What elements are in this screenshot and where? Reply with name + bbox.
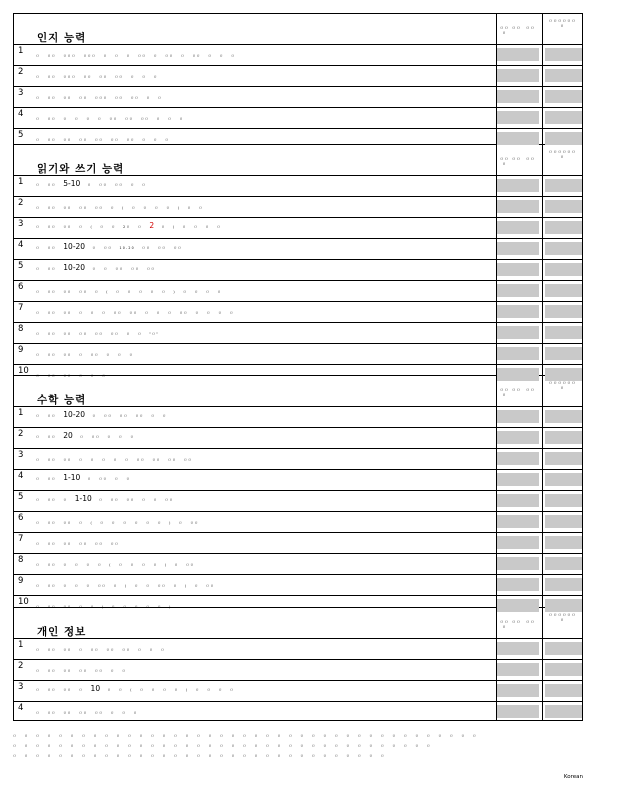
row-text: ㅁ ㅁㅁ ㅁ ㅁ ㅁ ㅁ ㅁㅁ ㅁㅁ ㅁㅁ ㅁ ㅁ ㅁ — [36, 117, 184, 121]
answer-box-frequency[interactable] — [497, 536, 539, 549]
answer-box-frequency[interactable] — [497, 111, 539, 124]
answer-box-age[interactable] — [545, 473, 582, 486]
row-text: ㅁ ㅁㅁ ㅁㅁ ㅁㅁ ㅁㅁ ㅁ ( ㅁ ㅁ ㅁ ㅁ ) ㅁ ㅁ — [36, 206, 204, 210]
answer-box-frequency[interactable] — [497, 578, 539, 591]
answer-box-age[interactable] — [545, 536, 582, 549]
column-header-3: ㅁ ㅁ ㅁ ㅁ ㅁ ㅁ ㅁ — [548, 613, 576, 622]
answer-box-age[interactable] — [545, 305, 582, 318]
answer-box-frequency[interactable] — [497, 705, 539, 718]
row-number: 1 — [18, 408, 24, 418]
row-description — [36, 289, 222, 294]
answer-box-age[interactable] — [545, 557, 582, 570]
answer-box-frequency[interactable] — [497, 410, 539, 423]
row-text-end: ㅁ ㅁㅁ ㅁㅁ ㅁ ㅁ — [87, 183, 147, 187]
answer-box-frequency[interactable] — [497, 200, 539, 213]
answer-box-age[interactable] — [545, 684, 582, 697]
row-description — [36, 647, 165, 652]
row-emphasis: 10-20 — [63, 242, 86, 251]
row-text-end: ㅁ ㅁ ㅁㅁ ㅁㅁ ㅁㅁ — [92, 267, 156, 271]
row-text-end: ㅁ ㅁㅁ 10-20 ㅁㅁ ㅁㅁ ㅁㅁ — [92, 246, 183, 250]
answer-box-age[interactable] — [545, 200, 582, 213]
answer-box-frequency[interactable] — [497, 179, 539, 192]
checklist-row — [14, 65, 582, 86]
row-emphasis: 10-20 — [63, 410, 86, 419]
row-text: ㅁ ㅁㅁ ㅁㅁㅁ ㅁㅁ ㅁㅁ ㅁㅁ ㅁ ㅁ ㅁ — [36, 75, 158, 79]
checklist-row — [14, 196, 582, 217]
column-headers — [499, 608, 582, 636]
column-header-2: ㅁ ㅁ — [525, 620, 535, 624]
row-number: 1 — [18, 640, 24, 650]
row-description — [36, 95, 162, 100]
row-emphasis: 10 — [90, 684, 101, 693]
row-description — [36, 310, 234, 315]
answer-box-age[interactable] — [545, 431, 582, 444]
row-number: 5 — [18, 130, 24, 140]
answer-box-frequency[interactable] — [497, 132, 539, 145]
row-text: ㅁ ㅁㅁ — [36, 267, 57, 271]
answer-box-age[interactable] — [545, 221, 582, 234]
row-description — [36, 431, 135, 440]
row-text: ㅁ ㅁㅁ — [36, 477, 57, 481]
column-header-3: ㅁ ㅁ ㅁ ㅁ ㅁ ㅁ ㅁ — [548, 19, 576, 28]
answer-box-age[interactable] — [545, 705, 582, 718]
checklist-row — [14, 553, 582, 574]
answer-box-age[interactable] — [545, 663, 582, 676]
column-header-0: ㅁ ㅁ ㅁ — [499, 26, 509, 35]
checklist-row — [14, 343, 582, 364]
answer-box-frequency[interactable] — [497, 663, 539, 676]
section-title: 개인 정보 — [37, 626, 87, 638]
checklist-row — [14, 490, 582, 511]
column-header-2: ㅁ ㅁ — [525, 388, 535, 392]
row-emphasis: 1-10 — [74, 494, 92, 503]
row-text: ㅁ ㅁㅁ ㅁㅁ ㅁ ( ㅁ ㅁ ㅁ ㅁ ㅁ ㅁ ) ㅁ ㅁㅁ — [36, 521, 199, 525]
row-number: 2 — [18, 661, 24, 671]
row-number: 1 — [18, 177, 24, 187]
row-number: 3 — [18, 682, 24, 692]
row-description — [36, 352, 134, 357]
row-text: ㅁ ㅁㅁ ㅁㅁ ㅁㅁ ㅁㅁ ㅁㅁ ㅁ ㅁ "ㅁ" — [36, 332, 159, 336]
checklist-row — [14, 259, 582, 280]
column-header-1: ㅁ ㅁ — [511, 388, 521, 392]
column-header-3: ㅁ ㅁ ㅁ ㅁ ㅁ ㅁ ㅁ — [548, 381, 576, 390]
row-number: 9 — [18, 576, 24, 586]
footnote-line-1: ㅁ ㅁ ㅁ ㅁ ㅁ ㅁ ㅁ ㅁ ㅁ ㅁ ㅁ ㅁ ㅁ ㅁ ㅁ ㅁ ㅁ ㅁ ㅁ ㅁ ㅁ ㅁ ㅁ ㅁ ㅁ ㅁ ㅁ ㅁ ㅁ ㅁ ㅁ ㅁ ㅁ ㅁ ㅁ ㅁ ㅁ ㅁ ㅁ ㅁ ㅁ — [13, 734, 477, 738]
row-description — [36, 457, 192, 462]
row-text: ㅁ ㅁㅁ ㅁㅁ ㅁ ㅁ ㅁ — [36, 374, 107, 378]
row-number: 10 — [18, 366, 29, 376]
answer-box-age[interactable] — [545, 263, 582, 276]
checklist-row — [14, 427, 582, 448]
section-1 — [14, 145, 582, 376]
checklist-row — [14, 86, 582, 107]
row-text: ㅁ ㅁㅁ — [36, 414, 57, 418]
row-number: 3 — [18, 219, 24, 229]
section-3 — [14, 608, 582, 720]
row-number: 2 — [18, 198, 24, 208]
row-number: 4 — [18, 240, 24, 250]
row-emphasis: 1-10 — [63, 473, 81, 482]
row-description — [36, 263, 155, 272]
footnote — [13, 731, 583, 761]
row-number: 9 — [18, 345, 24, 355]
row-number: 5 — [18, 492, 24, 502]
column-headers — [499, 14, 582, 42]
answer-box-frequency[interactable] — [497, 48, 539, 61]
row-number: 3 — [18, 450, 24, 460]
row-text: ㅁ ㅁㅁ — [36, 246, 57, 250]
column-header-1: ㅁ ㅁ — [511, 26, 521, 30]
answer-box-frequency[interactable] — [497, 263, 539, 276]
answer-box-frequency[interactable] — [497, 494, 539, 507]
checklist-row — [14, 680, 582, 701]
row-number: 4 — [18, 471, 24, 481]
row-description — [36, 74, 158, 79]
answer-box-frequency[interactable] — [497, 284, 539, 297]
answer-box-age[interactable] — [545, 410, 582, 423]
section-title: 읽기와 쓰기 능력 — [37, 163, 125, 175]
row-number: 4 — [18, 703, 24, 713]
answer-box-frequency[interactable] — [497, 326, 539, 339]
row-description — [36, 541, 119, 546]
row-text-end: ㅁ ㅁ ( ㅁ ㅁ ㅁ ㅁ ) ㅁ ㅁ ㅁ ㅁ — [107, 688, 235, 692]
row-number: 7 — [18, 534, 24, 544]
row-number: 2 — [18, 429, 24, 439]
row-text: ㅁ ㅁㅁ ㅁㅁ ㅁ ㅁ ㅁ ㅁ ㅁ ㅁㅁ ㅁㅁ ㅁㅁ ㅁㅁ — [36, 458, 193, 462]
row-emphasis: 2 — [149, 221, 155, 230]
row-text: ㅁ ㅁㅁ ㅁㅁ ㅁ ( ㅁ ㅁ 2ㅁ ㅁ — [36, 225, 143, 229]
row-description — [36, 179, 146, 188]
row-text: ㅁ ㅁㅁ — [36, 183, 57, 187]
answer-box-age[interactable] — [545, 578, 582, 591]
column-header-0: ㅁ ㅁ ㅁ — [499, 388, 509, 397]
row-text: ㅁ ㅁㅁ ㅁㅁ ㅁㅁ ㅁㅁ ㅁ ㅁ — [36, 669, 127, 673]
answer-box-frequency[interactable] — [497, 221, 539, 234]
row-emphasis: 10-20 — [63, 263, 86, 272]
checklist-row — [14, 701, 582, 722]
row-description — [36, 710, 138, 715]
row-number: 2 — [18, 67, 24, 77]
checklist-row — [14, 469, 582, 490]
language-label: Korean — [563, 774, 583, 780]
checklist-row — [14, 574, 582, 595]
column-headers — [499, 145, 582, 173]
row-text-end: ㅁ ㅁㅁ ㅁ ㅁ — [87, 477, 131, 481]
row-number: 8 — [18, 324, 24, 334]
row-description — [36, 473, 131, 482]
answer-box-frequency[interactable] — [497, 515, 539, 528]
row-emphasis: 20 — [63, 431, 73, 440]
row-text: ㅁ ㅁㅁ ㅁㅁ ㅁㅁ ㅁㅁ ㅁ ㅁ ㅁ — [36, 711, 138, 715]
row-text: ㅁ ㅁㅁ ㅁㅁ ㅁㅁ ㅁㅁ ㅁㅁ — [36, 542, 120, 546]
answer-box-age[interactable] — [545, 132, 582, 145]
checklist-row — [14, 638, 582, 659]
row-text: ㅁ ㅁㅁ ㅁ ㅁ ㅁ ㅁ ( ㅁ ㅁ ㅁ ㅁ ) ㅁ ㅁㅁ — [36, 563, 195, 567]
row-number: 3 — [18, 88, 24, 98]
checklist-row — [14, 322, 582, 343]
column-headers — [499, 376, 582, 404]
answer-box-age[interactable] — [545, 242, 582, 255]
answer-box-frequency[interactable] — [497, 431, 539, 444]
answer-box-frequency[interactable] — [497, 684, 539, 697]
answer-box-frequency[interactable] — [497, 642, 539, 655]
row-description — [36, 205, 203, 210]
checklist-row — [14, 44, 582, 65]
row-text: ㅁ ㅁㅁ ㅁㅁ ㅁ ㅁㅁ ㅁㅁ ㅁㅁ ㅁ ㅁ ㅁ — [36, 648, 166, 652]
answer-box-frequency[interactable] — [497, 347, 539, 360]
row-number: 7 — [18, 303, 24, 313]
row-text: ㅁ ㅁㅁ ㅁㅁ ㅁㅁ ㅁㅁㅁ ㅁㅁ ㅁㅁ ㅁ ㅁ — [36, 96, 163, 100]
row-description — [36, 583, 215, 588]
checklist-row — [14, 107, 582, 128]
answer-box-age[interactable] — [545, 494, 582, 507]
footnote-line-2: ㅁ ㅁ ㅁ ㅁ ㅁ ㅁ ㅁ ㅁ ㅁ ㅁ ㅁ ㅁ ㅁ ㅁ ㅁ ㅁ ㅁ ㅁ ㅁ ㅁ ㅁ ㅁ ㅁ ㅁ ㅁ ㅁ ㅁ ㅁ ㅁ ㅁ ㅁ ㅁ ㅁ ㅁ ㅁ ㅁ ㅁ — [13, 744, 431, 748]
answer-box-age[interactable] — [545, 642, 582, 655]
answer-box-frequency[interactable] — [497, 305, 539, 318]
section-0 — [14, 14, 582, 145]
footnote-line-3: ㅁ ㅁ ㅁ ㅁ ㅁ ㅁ ㅁ ㅁ ㅁ ㅁ ㅁ ㅁ ㅁ ㅁ ㅁ ㅁ ㅁ ㅁ ㅁ ㅁ ㅁ ㅁ ㅁ ㅁ ㅁ ㅁ ㅁ ㅁ ㅁ ㅁ ㅁ ㅁ ㅁ — [13, 754, 386, 758]
checklist-row — [14, 659, 582, 680]
row-text: ㅁ ㅁㅁ ㅁㅁㅁ ㅁㅁㅁ ㅁ ㅁ ㅁ ㅁㅁ ㅁ ㅁㅁ ㅁ ㅁㅁ ㅁ ㅁ ㅁ — [36, 54, 236, 58]
answer-box-frequency[interactable] — [497, 452, 539, 465]
column-header-3: ㅁ ㅁ ㅁ ㅁ ㅁ ㅁ ㅁ — [548, 150, 576, 159]
answer-box-age[interactable] — [545, 326, 582, 339]
row-description — [36, 116, 184, 121]
row-description — [36, 684, 234, 693]
checklist-frame — [13, 13, 583, 721]
answer-box-age[interactable] — [545, 90, 582, 103]
answer-box-age[interactable] — [545, 48, 582, 61]
row-number: 8 — [18, 555, 24, 565]
answer-box-age[interactable] — [545, 179, 582, 192]
row-description — [36, 562, 195, 567]
column-header-2: ㅁ ㅁ — [525, 26, 535, 30]
checklist-row — [14, 217, 582, 238]
row-text-end: ㅁ ㅁㅁ ㅁㅁ ㅁㅁ ㅁ ㅁ — [92, 414, 167, 418]
row-description — [36, 668, 126, 673]
row-text: ㅁ ㅁㅁ ㅁㅁ ㅁ ㅁ ㅁ ㅁㅁ ㅁㅁ ㅁ ㅁ ㅁ ㅁㅁ ㅁ ㅁ ㅁ ㅁ — [36, 311, 235, 315]
row-description — [36, 242, 182, 251]
row-emphasis: 5-10 — [63, 179, 81, 188]
row-description — [36, 410, 167, 419]
row-text: ㅁ ㅁㅁ — [36, 435, 57, 439]
checklist-row — [14, 175, 582, 196]
row-description — [36, 331, 159, 336]
row-description — [36, 137, 169, 142]
checklist-row — [14, 238, 582, 259]
answer-box-age[interactable] — [545, 515, 582, 528]
checklist-row — [14, 301, 582, 322]
section-2 — [14, 376, 582, 608]
row-text: ㅁ ㅁㅁ ㅁㅁ ㅁ ㅁ ( ㅁ ㅁ ㅁ ㅁ ㅁ ). — [36, 605, 174, 609]
column-header-1: ㅁ ㅁ — [511, 620, 521, 624]
column-header-0: ㅁ ㅁ ㅁ — [499, 620, 509, 629]
answer-box-frequency[interactable] — [497, 69, 539, 82]
row-number: 5 — [18, 261, 24, 271]
checklist-row — [14, 511, 582, 532]
row-number: 4 — [18, 109, 24, 119]
row-description — [36, 53, 235, 58]
column-header-2: ㅁ ㅁ — [525, 157, 535, 161]
column-header-0: ㅁ ㅁ ㅁ — [499, 157, 509, 166]
checklist-row — [14, 280, 582, 301]
answer-box-age[interactable] — [545, 452, 582, 465]
row-number: 1 — [18, 46, 24, 56]
answer-box-age[interactable] — [545, 69, 582, 82]
section-title: 수학 능력 — [37, 394, 87, 406]
answer-box-frequency[interactable] — [497, 557, 539, 570]
row-text: ㅁ ㅁㅁ ㅁㅁ ㅁ — [36, 688, 84, 692]
row-text: ㅁ ㅁㅁ ㅁ ㅁ ㅁ ㅁㅁ ㅁ ( ㅁ ㅁ ㅁㅁ ㅁ ) ㅁ ㅁㅁ — [36, 584, 215, 588]
row-number: 6 — [18, 513, 24, 523]
row-text: ㅁ ㅁㅁ ㅁ — [36, 498, 68, 502]
answer-box-age[interactable] — [545, 284, 582, 297]
row-text-end: ㅁ ㅁㅁ ㅁㅁ ㅁ ㅁ ㅁㅁ — [99, 498, 174, 502]
checklist-row — [14, 448, 582, 469]
answer-box-frequency[interactable] — [497, 242, 539, 255]
answer-box-age[interactable] — [545, 111, 582, 124]
section-title: 인지 능력 — [37, 32, 87, 44]
row-description — [36, 520, 199, 525]
answer-box-frequency[interactable] — [497, 473, 539, 486]
row-number: 10 — [18, 597, 29, 607]
answer-box-frequency[interactable] — [497, 90, 539, 103]
answer-box-age[interactable] — [545, 347, 582, 360]
row-text: ㅁ ㅁㅁ ㅁㅁ ㅁㅁ ㅁ ( ㅁ ㅁ ㅁ ㅁ ㅁ ) ㅁ ㅁ ㅁ ㅁ — [36, 290, 222, 294]
checklist-row — [14, 532, 582, 553]
column-header-1: ㅁ ㅁ — [511, 157, 521, 161]
row-text-end: ㅁ ㅁㅁ ㅁ ㅁ ㅁ — [80, 435, 135, 439]
checklist-row — [14, 406, 582, 427]
row-number: 6 — [18, 282, 24, 292]
row-text-end: ㅁ ) ㅁ ㅁ ㅁ ㅁ — [161, 225, 222, 229]
row-text: ㅁ ㅁㅁ ㅁㅁ ㅁ ㅁㅁ ㅁ ㅁ ㅁ — [36, 353, 134, 357]
row-text: ㅁ ㅁㅁ ㅁㅁ ㅁㅁ ㅁㅁ ㅁㅁ ㅁㅁ ㅁ ㅁ ㅁ — [36, 138, 170, 142]
row-description — [36, 494, 174, 503]
row-description — [36, 221, 221, 230]
